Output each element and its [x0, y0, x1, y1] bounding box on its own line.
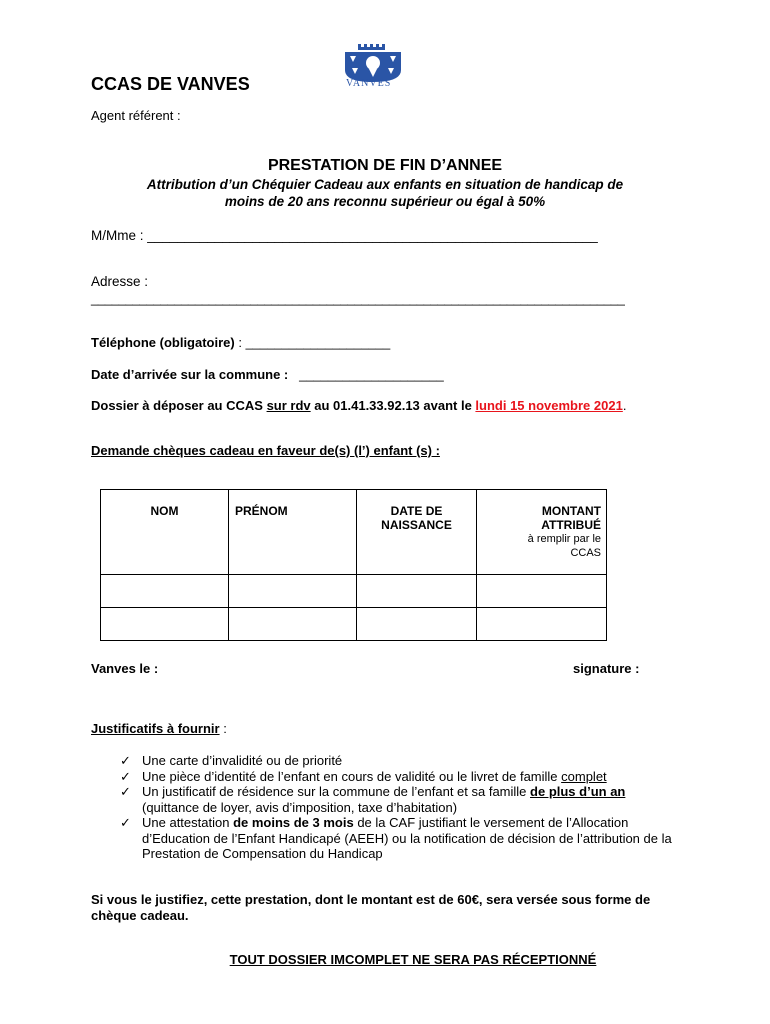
check-icon: ✓: [120, 753, 131, 768]
form-subtitle-line2: moins de 20 ans reconnu supérieur ou égal à 50%: [224, 194, 546, 209]
logo-text: VANVES: [346, 78, 392, 89]
list-item: ✓ Une attestation de moins de 3 mois de la CAF justifiant le versement de l’Allocation d’Education de l’Enfant Handicapé (AEEH) ou la notification de décision de l’attribution de la Prestation de Compensation du Handicap: [120, 815, 672, 861]
arrivee-field[interactable]: [91, 367, 444, 382]
closing-line2: chèque cadeau.: [91, 908, 189, 923]
cell-montant[interactable]: [477, 575, 607, 608]
telephone-sep: :: [234, 335, 246, 350]
closing-line1: Si vous le justifiez, cette prestation, dont le montant est de 60€, sera versée sous forme de: [91, 892, 651, 907]
check-icon: ✓: [120, 784, 131, 799]
mme-label: M/Mme :: [91, 228, 144, 243]
cell-prenom[interactable]: [229, 608, 357, 641]
form-subtitle-line1: Attribution d’un Chéquier Cadeau aux enfants en situation de handicap de: [146, 177, 624, 192]
arrivee-label: Date d’arrivée sur la commune :: [91, 367, 289, 382]
dossier-part1: Dossier à déposer au CCAS: [91, 398, 267, 413]
agent-label: Agent référent :: [91, 108, 181, 123]
vanves-logo: [344, 44, 402, 90]
list-item: ✓ Un justificatif de résidence sur la commune de l’enfant et sa famille de plus d’un an (quittance de loyer, avis d’imposition, taxe d’habitation): [120, 784, 626, 815]
col-prenom: PRÉNOM: [229, 490, 357, 575]
check-icon: ✓: [120, 815, 131, 830]
col-nom: NOM: [101, 490, 229, 575]
arrivee-blank[interactable]: ____________________: [299, 367, 444, 382]
cell-nom[interactable]: [101, 608, 229, 641]
dossier-rdv: sur rdv: [266, 398, 311, 413]
dossier-part2: au 01.41.33.92.13 avant le: [310, 398, 476, 413]
mme-blank[interactable]: ____________________________________________________________: [147, 228, 598, 243]
org-title: CCAS DE VANVES: [91, 74, 250, 94]
footer-notice: TOUT DOSSIER IMCOMPLET NE SERA PAS RÉCEPTIONNÉ: [229, 952, 597, 967]
cell-prenom[interactable]: [229, 575, 357, 608]
vanves-le: Vanves le :: [91, 661, 159, 676]
col-montant: MONTANT ATTRIBUÉ à remplir par le CCAS: [477, 490, 607, 575]
demande-heading: Demande chèques cadeau en faveur de(s) (l’) enfant (s) :: [91, 443, 440, 458]
dossier-end: .: [622, 398, 627, 413]
telephone-label: Téléphone (obligatoire): [91, 335, 235, 350]
list-item: ✓ Une pièce d’identité de l’enfant en cours de validité ou le livret de famille complet: [120, 768, 607, 784]
list-item: ✓ Une carte d’invalidité ou de priorité: [120, 753, 343, 768]
cell-montant[interactable]: [477, 608, 607, 641]
adresse-label: Adresse :: [91, 274, 149, 289]
table-row[interactable]: [101, 608, 607, 641]
cell-nom[interactable]: [101, 575, 229, 608]
form-title: PRESTATION DE FIN D’ANNEE: [267, 157, 503, 174]
justificatifs-heading: Justificatifs à fournir :: [91, 721, 227, 736]
adresse-blank[interactable]: _____________________________________________________________________________: [91, 291, 625, 306]
dossier-deadline: lundi 15 novembre 2021: [475, 398, 623, 413]
cell-date[interactable]: [357, 575, 477, 608]
table-header-row: [101, 490, 607, 575]
signature-label: signature :: [573, 661, 640, 676]
dossier-notice: [91, 398, 626, 413]
enfants-table: [100, 489, 607, 641]
justificatifs-list: [120, 753, 740, 862]
telephone-field[interactable]: [91, 335, 390, 350]
check-icon: ✓: [120, 768, 131, 784]
telephone-blank[interactable]: ____________________: [245, 335, 391, 350]
mme-field[interactable]: [91, 228, 598, 243]
col-date: DATE DE NAISSANCE: [357, 490, 477, 575]
cell-date[interactable]: [357, 608, 477, 641]
table-row[interactable]: [101, 575, 607, 608]
